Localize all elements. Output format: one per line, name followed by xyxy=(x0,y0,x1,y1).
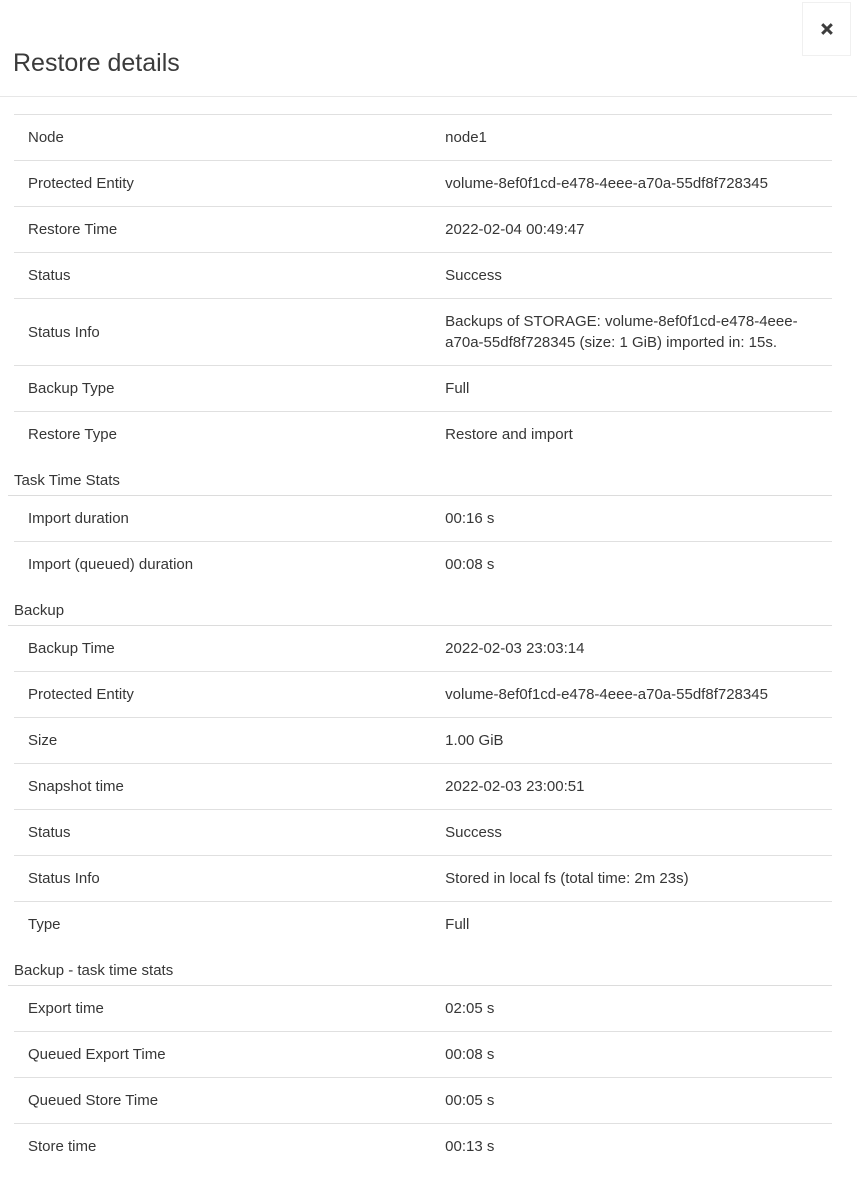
detail-value: 00:13 s xyxy=(445,1138,495,1155)
details-table xyxy=(14,114,832,457)
details-section xyxy=(14,114,832,457)
detail-label: Queued Store Time xyxy=(28,1092,159,1109)
detail-value: 2022-02-03 23:03:14 xyxy=(445,640,585,657)
detail-row xyxy=(14,717,832,763)
detail-label: Import duration xyxy=(28,510,129,527)
details-section xyxy=(14,601,832,947)
detail-label: Restore Time xyxy=(28,221,118,238)
detail-row xyxy=(14,671,832,717)
detail-value: volume-8ef0f1cd-e478-4eee-a70a-55df8f728345 xyxy=(445,175,768,192)
detail-value: Success xyxy=(445,267,502,284)
detail-row xyxy=(14,206,832,252)
detail-value: 00:05 s xyxy=(445,1092,495,1109)
detail-row xyxy=(14,1077,832,1123)
modal-title: Restore details xyxy=(13,49,180,77)
detail-value: 00:08 s xyxy=(445,556,495,573)
detail-row xyxy=(14,626,832,671)
detail-value: Success xyxy=(445,824,502,841)
detail-label: Store time xyxy=(28,1138,97,1155)
detail-row xyxy=(14,901,832,947)
detail-value: node1 xyxy=(445,129,487,146)
detail-row xyxy=(14,809,832,855)
detail-value: 2022-02-03 23:00:51 xyxy=(445,778,585,795)
detail-row xyxy=(14,496,832,541)
detail-label: Status xyxy=(28,824,71,841)
detail-value: volume-8ef0f1cd-e478-4eee-a70a-55df8f728345 xyxy=(445,686,768,703)
detail-row xyxy=(14,160,832,206)
detail-label: Status Info xyxy=(28,870,100,887)
detail-row xyxy=(14,1031,832,1077)
detail-row xyxy=(14,855,832,901)
detail-row xyxy=(14,986,832,1031)
detail-label: Size xyxy=(28,732,58,749)
detail-label: Status xyxy=(28,267,71,284)
detail-row xyxy=(14,114,832,160)
detail-label: Backup Time xyxy=(28,640,115,657)
detail-row xyxy=(14,541,832,587)
detail-row xyxy=(14,298,832,365)
section-title: Task Time Stats xyxy=(8,471,832,496)
detail-value: 2022-02-04 00:49:47 xyxy=(445,221,585,238)
detail-label: Node xyxy=(28,129,64,146)
section-title: Backup xyxy=(8,601,832,626)
details-section xyxy=(14,471,832,587)
detail-label: Protected Entity xyxy=(28,175,134,192)
detail-label: Restore Type xyxy=(28,426,117,443)
detail-label: Queued Export Time xyxy=(28,1046,166,1063)
detail-value: Stored in local fs (total time: 2m 23s) xyxy=(445,870,689,887)
detail-value: Restore and import xyxy=(445,426,573,443)
detail-row xyxy=(14,1123,832,1169)
detail-label: Protected Entity xyxy=(28,686,134,703)
section-title: Backup - task time stats xyxy=(8,961,832,986)
detail-label: Type xyxy=(28,916,61,933)
detail-value: Full xyxy=(445,916,470,933)
detail-value: Full xyxy=(445,380,470,397)
modal-header xyxy=(0,0,857,97)
details-table xyxy=(14,986,832,1169)
detail-row xyxy=(14,411,832,457)
detail-label: Status Info xyxy=(28,323,100,341)
detail-value: 00:08 s xyxy=(445,1046,495,1063)
close-button[interactable] xyxy=(802,2,851,56)
close-icon xyxy=(820,22,834,36)
detail-value: 02:05 s xyxy=(445,1000,495,1017)
detail-label: Backup Type xyxy=(28,380,115,397)
details-table xyxy=(14,626,832,947)
detail-label: Import (queued) duration xyxy=(28,556,194,573)
detail-value: 1.00 GiB xyxy=(445,732,504,749)
detail-row xyxy=(14,365,832,411)
detail-value: 00:16 s xyxy=(445,510,495,527)
detail-label: Export time xyxy=(28,1000,104,1017)
details-sections xyxy=(0,97,857,1199)
detail-row xyxy=(14,252,832,298)
detail-value: Backups of STORAGE: volume-8ef0f1cd-e478-4eee-a70a-55df8f728345 (size: 1 GiB) imported in: 15s. xyxy=(445,313,798,351)
details-table xyxy=(14,496,832,587)
details-section xyxy=(14,961,832,1169)
detail-label: Snapshot time xyxy=(28,778,124,795)
detail-row xyxy=(14,763,832,809)
